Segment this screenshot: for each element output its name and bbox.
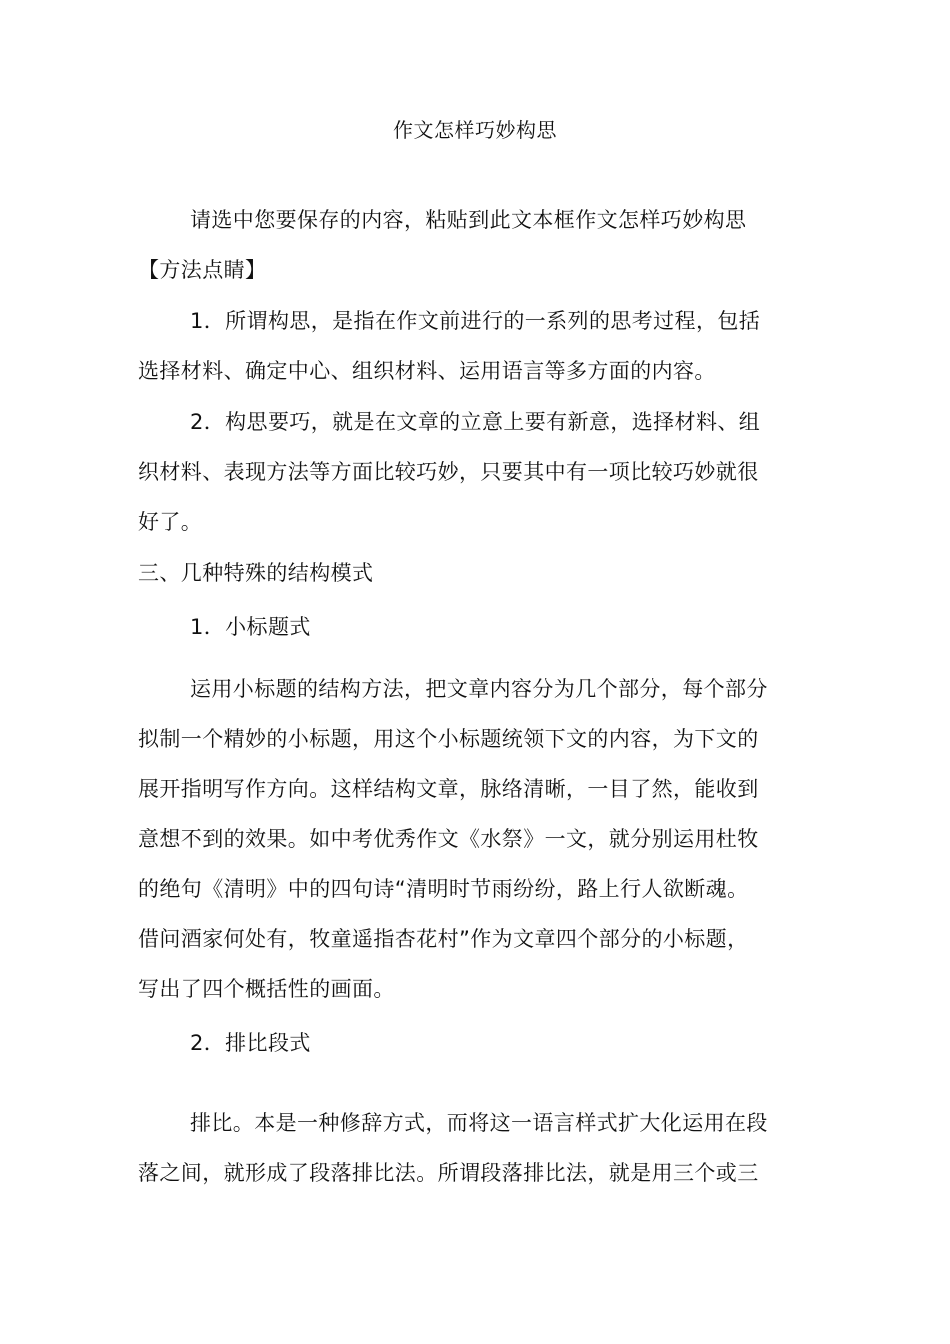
paragraph-line: 的绝句《清明》中的四句诗“清明时节雨纷纷，路上行人欲断魂。 — [138, 877, 749, 901]
section-heading: 三、几种特殊的结构模式 — [138, 561, 374, 585]
section-heading: 【方法点睛】 — [138, 258, 267, 282]
paragraph-line: 织材料、表现方法等方面比较巧妙，只要其中有一项比较巧妙就很 — [138, 460, 759, 484]
paragraph-line: 借问酒家何处有，牧童遥指杏花村”作为文章四个部分的小标题， — [138, 927, 749, 951]
paragraph-line: 2．构思要巧，就是在文章的立意上要有新意，选择材料、组 — [190, 410, 761, 434]
paragraph-line: 拟制一个精妙的小标题，用这个小标题统领下文的内容，为下文的 — [138, 727, 759, 751]
paragraph-line: 落之间，就形成了段落排比法。所谓段落排比法，就是用三个或三 — [138, 1161, 759, 1185]
paragraph-line: 请选中您要保存的内容，粘贴到此文本框作文怎样巧妙构思 — [190, 208, 747, 232]
paragraph-line: 1．所谓构思，是指在作文前进行的一系列的思考过程，包括 — [190, 309, 761, 333]
subsection-heading: 1．小标题式 — [190, 615, 311, 639]
paragraph-line: 意想不到的效果。如中考优秀作文《水祭》一文，就分别运用杜牧 — [138, 827, 759, 851]
paragraph-line: 排比。本是一种修辞方式，而将这一语言样式扩大化运用在段 — [190, 1111, 768, 1135]
paragraph-line: 展开指明写作方向。这样结构文章，脉络清晰，一目了然，能收到 — [138, 777, 759, 801]
document-title: 作文怎样巧妙构思 — [393, 118, 557, 142]
paragraph-line: 选择材料、确定中心、组织材料、运用语言等多方面的内容。 — [138, 359, 716, 383]
subsection-heading: 2．排比段式 — [190, 1031, 311, 1055]
paragraph-line: 写出了四个概括性的画面。 — [138, 977, 395, 1001]
paragraph-line: 好了。 — [138, 510, 203, 534]
paragraph-line: 运用小标题的结构方法，把文章内容分为几个部分，每个部分 — [190, 677, 768, 701]
